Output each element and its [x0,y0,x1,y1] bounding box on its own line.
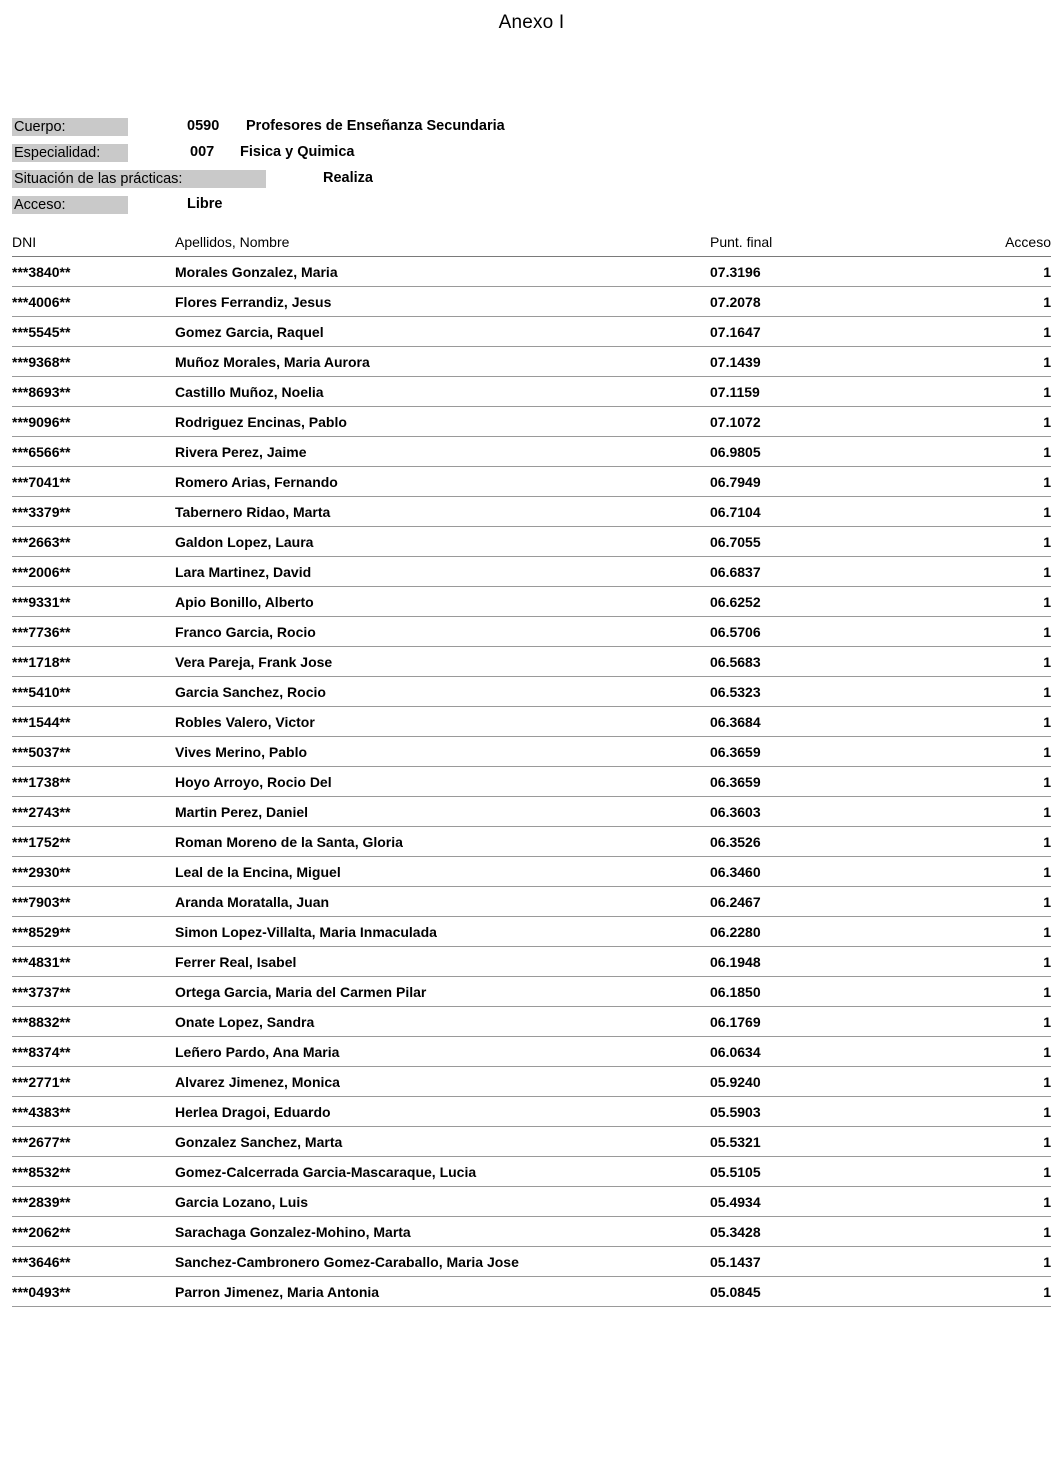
cell-acceso: 1 [990,647,1051,677]
cell-acceso: 1 [990,1067,1051,1097]
cell-dni: ***9331** [12,587,175,617]
cell-dni: ***7736** [12,617,175,647]
table-body [12,257,1051,1307]
cell-punt-final: 06.0634 [710,1037,990,1067]
cell-dni: ***1718** [12,647,175,677]
cell-punt-final: 05.4934 [710,1187,990,1217]
column-header-nombre: Apellidos, Nombre [175,234,710,257]
cell-punt-final: 05.9240 [710,1067,990,1097]
cell-acceso: 1 [990,587,1051,617]
cell-dni: ***2743** [12,797,175,827]
table-row [12,1007,1051,1037]
especialidad-label: Especialidad: [12,144,128,162]
cell-dni: ***9368** [12,347,175,377]
cell-acceso: 1 [990,857,1051,887]
cell-dni: ***8832** [12,1007,175,1037]
table-row [12,827,1051,857]
cell-nombre: Sarachaga Gonzalez-Mohino, Marta [175,1217,710,1247]
table-row [12,1187,1051,1217]
table-row [12,497,1051,527]
column-header-acceso: Acceso [990,234,1051,257]
cell-punt-final: 06.1769 [710,1007,990,1037]
cell-acceso: 1 [990,617,1051,647]
cell-nombre: Vera Pareja, Frank Jose [175,647,710,677]
cell-acceso: 1 [990,737,1051,767]
cell-acceso: 1 [990,1247,1051,1277]
cell-punt-final: 06.3659 [710,737,990,767]
cell-acceso: 1 [990,977,1051,1007]
cell-nombre: Castillo Muñoz, Noelia [175,377,710,407]
cell-acceso: 1 [990,347,1051,377]
cell-nombre: Ortega Garcia, Maria del Carmen Pilar [175,977,710,1007]
cell-nombre: Robles Valero, Victor [175,707,710,737]
cell-nombre: Roman Moreno de la Santa, Gloria [175,827,710,857]
cell-acceso: 1 [990,707,1051,737]
cell-punt-final: 07.1439 [710,347,990,377]
cell-nombre: Alvarez Jimenez, Monica [175,1067,710,1097]
cell-acceso: 1 [990,407,1051,437]
cell-acceso: 1 [990,767,1051,797]
cell-nombre: Morales Gonzalez, Maria [175,257,710,287]
cell-punt-final: 06.5683 [710,647,990,677]
cell-dni: ***8374** [12,1037,175,1067]
table-row [12,767,1051,797]
table-row [12,407,1051,437]
situacion-value: Realiza [323,170,373,186]
header-metadata [12,118,1051,222]
table-row [12,857,1051,887]
cell-punt-final: 06.3684 [710,707,990,737]
cell-nombre: Romero Arias, Fernando [175,467,710,497]
cell-nombre: Tabernero Ridao, Marta [175,497,710,527]
cell-acceso: 1 [990,317,1051,347]
cell-punt-final: 07.2078 [710,287,990,317]
cell-dni: ***6566** [12,437,175,467]
cell-nombre: Martin Perez, Daniel [175,797,710,827]
cell-dni: ***2663** [12,527,175,557]
cell-dni: ***1752** [12,827,175,857]
cell-acceso: 1 [990,1037,1051,1067]
table-row [12,947,1051,977]
cell-dni: ***3646** [12,1247,175,1277]
table-row [12,1097,1051,1127]
cell-acceso: 1 [990,1127,1051,1157]
cell-acceso: 1 [990,887,1051,917]
cell-nombre: Hoyo Arroyo, Rocio Del [175,767,710,797]
cell-acceso: 1 [990,437,1051,467]
cell-dni: ***5037** [12,737,175,767]
table-row [12,287,1051,317]
cell-punt-final: 06.2467 [710,887,990,917]
cell-punt-final: 06.3603 [710,797,990,827]
cell-acceso: 1 [990,497,1051,527]
table-row [12,677,1051,707]
table-row [12,467,1051,497]
candidates-table [12,234,1051,1307]
cell-dni: ***1544** [12,707,175,737]
cell-dni: ***4383** [12,1097,175,1127]
cell-acceso: 1 [990,1157,1051,1187]
table-row [12,1127,1051,1157]
cell-nombre: Sanchez-Cambronero Gomez-Caraballo, Maria Jose [175,1247,710,1277]
cell-punt-final: 06.3460 [710,857,990,887]
cell-punt-final: 05.5105 [710,1157,990,1187]
cell-nombre: Lara Martinez, David [175,557,710,587]
table-row [12,1037,1051,1067]
table-row [12,257,1051,287]
cell-nombre: Muñoz Morales, Maria Aurora [175,347,710,377]
cell-punt-final: 06.7055 [710,527,990,557]
cell-acceso: 1 [990,1217,1051,1247]
meta-row-situacion [12,170,1051,196]
cell-acceso: 1 [990,257,1051,287]
cell-punt-final: 06.1850 [710,977,990,1007]
cuerpo-label: Cuerpo: [12,118,128,136]
cell-nombre: Franco Garcia, Rocio [175,617,710,647]
meta-row-cuerpo [12,118,1051,144]
cell-punt-final: 06.2280 [710,917,990,947]
cell-nombre: Parron Jimenez, Maria Antonia [175,1277,710,1307]
cell-punt-final: 06.5323 [710,677,990,707]
cell-acceso: 1 [990,377,1051,407]
cell-punt-final: 06.3659 [710,767,990,797]
table-row [12,437,1051,467]
table-row [12,317,1051,347]
cell-acceso: 1 [990,947,1051,977]
table-row [12,377,1051,407]
cell-dni: ***4006** [12,287,175,317]
cell-nombre: Leñero Pardo, Ana Maria [175,1037,710,1067]
cell-punt-final: 06.6252 [710,587,990,617]
meta-row-especialidad [12,144,1051,170]
cell-dni: ***2062** [12,1217,175,1247]
cell-nombre: Gonzalez Sanchez, Marta [175,1127,710,1157]
cell-nombre: Galdon Lopez, Laura [175,527,710,557]
table-row [12,557,1051,587]
cell-punt-final: 05.0845 [710,1277,990,1307]
cell-dni: ***2839** [12,1187,175,1217]
cuerpo-code: 0590 [187,118,220,134]
table-row [12,707,1051,737]
table-row [12,647,1051,677]
page-title: Anexo I [498,12,565,33]
cell-nombre: Gomez Garcia, Raquel [175,317,710,347]
cell-dni: ***3737** [12,977,175,1007]
cell-dni: ***0493** [12,1277,175,1307]
cell-nombre: Herlea Dragoi, Eduardo [175,1097,710,1127]
cell-dni: ***5545** [12,317,175,347]
cell-nombre: Garcia Lozano, Luis [175,1187,710,1217]
table-row [12,1247,1051,1277]
cell-punt-final: 05.5903 [710,1097,990,1127]
cell-acceso: 1 [990,1277,1051,1307]
cell-nombre: Flores Ferrandiz, Jesus [175,287,710,317]
table-row [12,1067,1051,1097]
cell-acceso: 1 [990,1097,1051,1127]
cell-punt-final: 07.1072 [710,407,990,437]
table-row [12,527,1051,557]
table-header [12,234,1051,257]
column-header-dni: DNI [12,234,175,257]
cell-acceso: 1 [990,917,1051,947]
cell-dni: ***2006** [12,557,175,587]
cell-nombre: Ferrer Real, Isabel [175,947,710,977]
situacion-label: Situación de las prácticas: [12,170,266,188]
table-row [12,1277,1051,1307]
cell-punt-final: 05.3428 [710,1217,990,1247]
cell-punt-final: 06.9805 [710,437,990,467]
cell-nombre: Rivera Perez, Jaime [175,437,710,467]
cell-nombre: Gomez-Calcerrada Garcia-Mascaraque, Lucia [175,1157,710,1187]
acceso-value: Libre [187,196,223,212]
cell-dni: ***2771** [12,1067,175,1097]
cell-acceso: 1 [990,827,1051,857]
cell-dni: ***5410** [12,677,175,707]
table-row [12,797,1051,827]
cell-nombre: Onate Lopez, Sandra [175,1007,710,1037]
cell-acceso: 1 [990,557,1051,587]
table-header-row [12,234,1051,257]
cell-punt-final: 06.5706 [710,617,990,647]
cell-dni: ***8529** [12,917,175,947]
cell-dni: ***7903** [12,887,175,917]
cell-punt-final: 07.1159 [710,377,990,407]
cell-acceso: 1 [990,467,1051,497]
especialidad-value: Fisica y Quimica [240,144,355,160]
cell-acceso: 1 [990,287,1051,317]
table-row [12,1217,1051,1247]
cell-nombre: Leal de la Encina, Miguel [175,857,710,887]
table-row [12,977,1051,1007]
table-row [12,917,1051,947]
table-row [12,737,1051,767]
cell-acceso: 1 [990,677,1051,707]
especialidad-code: 007 [190,144,215,160]
cell-dni: ***2677** [12,1127,175,1157]
cell-acceso: 1 [990,527,1051,557]
table-row [12,887,1051,917]
cell-acceso: 1 [990,797,1051,827]
table-row [12,587,1051,617]
cell-dni: ***4831** [12,947,175,977]
cell-nombre: Simon Lopez-Villalta, Maria Inmaculada [175,917,710,947]
cell-nombre: Vives Merino, Pablo [175,737,710,767]
acceso-label: Acceso: [12,196,128,214]
table-row [12,347,1051,377]
cell-dni: ***3840** [12,257,175,287]
cell-nombre: Apio Bonillo, Alberto [175,587,710,617]
cell-punt-final: 06.7104 [710,497,990,527]
table-row [12,617,1051,647]
cell-punt-final: 06.7949 [710,467,990,497]
cell-punt-final: 05.5321 [710,1127,990,1157]
cell-punt-final: 07.3196 [710,257,990,287]
column-header-punt-final: Punt. final [710,234,990,257]
cell-dni: ***2930** [12,857,175,887]
cell-nombre: Aranda Moratalla, Juan [175,887,710,917]
cuerpo-value: Profesores de Enseñanza Secundaria [246,118,505,134]
meta-row-acceso [12,196,1051,222]
cell-punt-final: 06.6837 [710,557,990,587]
cell-punt-final: 06.3526 [710,827,990,857]
cell-punt-final: 06.1948 [710,947,990,977]
cell-nombre: Rodriguez Encinas, Pablo [175,407,710,437]
cell-dni: ***3379** [12,497,175,527]
cell-dni: ***8532** [12,1157,175,1187]
cell-dni: ***8693** [12,377,175,407]
cell-punt-final: 07.1647 [710,317,990,347]
cell-nombre: Garcia Sanchez, Rocio [175,677,710,707]
cell-acceso: 1 [990,1007,1051,1037]
cell-dni: ***9096** [12,407,175,437]
cell-dni: ***1738** [12,767,175,797]
table-row [12,1157,1051,1187]
cell-punt-final: 05.1437 [710,1247,990,1277]
cell-dni: ***7041** [12,467,175,497]
cell-acceso: 1 [990,1187,1051,1217]
